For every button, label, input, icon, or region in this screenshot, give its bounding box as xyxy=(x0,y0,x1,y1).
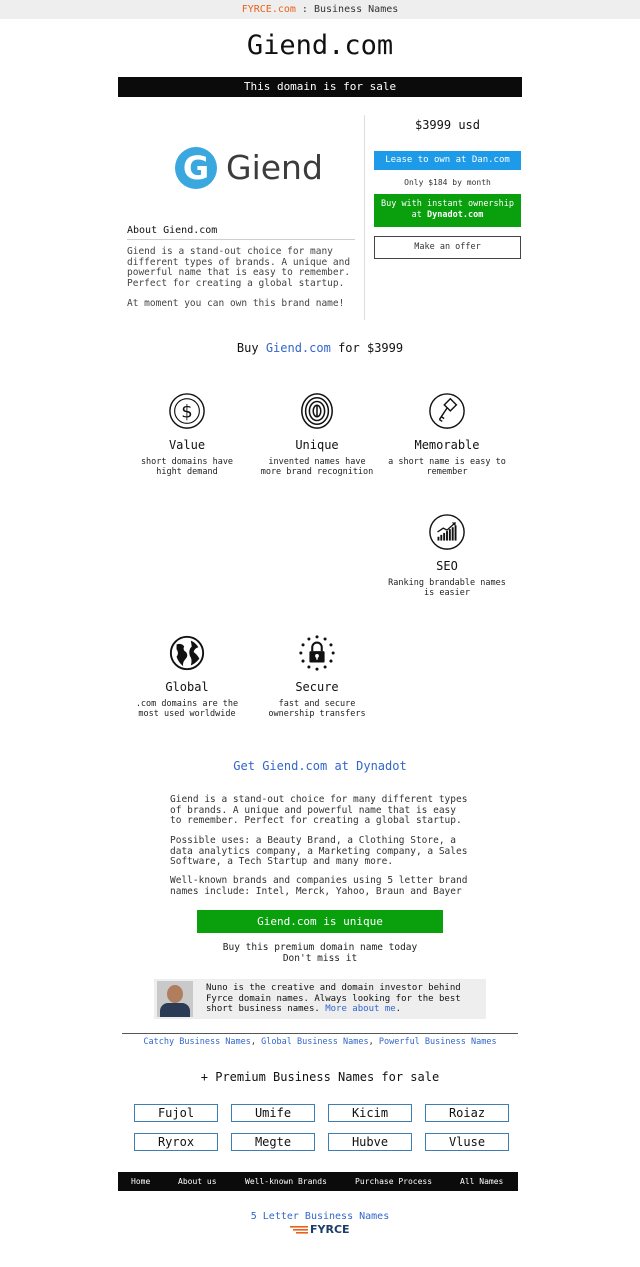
catchy-names-link[interactable]: Catchy Business Names xyxy=(143,1037,251,1047)
fyrce-logo-word: FYRCE xyxy=(310,1223,350,1236)
buy-today-line2: Don't miss it xyxy=(282,953,358,964)
divider xyxy=(122,1033,518,1034)
footer-nav-all-names[interactable]: All Names xyxy=(460,1177,504,1186)
key-icon xyxy=(428,392,466,430)
feature-name: Global xyxy=(165,680,209,694)
feature-desc: Ranking brandable names is easier xyxy=(388,578,506,598)
svg-text:$: $ xyxy=(181,401,193,423)
feature-name: SEO xyxy=(436,559,458,573)
buy-label-prefix: at xyxy=(411,210,428,220)
global-names-link[interactable]: Global Business Names xyxy=(261,1037,369,1047)
footer-nav-home[interactable]: Home xyxy=(131,1177,151,1186)
feature-secure xyxy=(257,634,377,719)
topbar-separator: : xyxy=(295,4,314,15)
brand-logo xyxy=(175,147,323,191)
dollar-coin-icon xyxy=(168,392,206,430)
about-text: Giend is a stand-out choice for many different types of brands. A unique and powerful name that is easy to remember. Perfect for creating a global startup. xyxy=(127,246,351,289)
logo-word: Giend xyxy=(226,148,323,187)
author-bio-end: . xyxy=(395,1004,402,1014)
feature-desc: fast and secure ownership transfers xyxy=(268,699,366,719)
avatar xyxy=(157,981,193,1017)
premium-heading: + Premium Business Names for sale xyxy=(200,1070,440,1084)
monthly-price: Only $184 by month xyxy=(404,178,491,187)
premium-name-hubve[interactable]: Hubve xyxy=(328,1133,412,1151)
author-bio xyxy=(206,983,482,1015)
avatar-head xyxy=(167,985,183,1003)
price: $3999 usd xyxy=(414,118,481,132)
buy-today-line1: Buy this premium domain name today xyxy=(222,942,418,953)
footer-nav xyxy=(118,1172,518,1191)
footer-nav-brands[interactable]: Well-known Brands xyxy=(245,1177,327,1186)
column-divider xyxy=(364,115,365,320)
feature-desc: invented names have more brand recognition xyxy=(260,457,374,477)
buy-line-domain-link[interactable]: Giend.com xyxy=(265,341,331,355)
footer-nav-process[interactable]: Purchase Process xyxy=(355,1177,433,1186)
feature-name: Value xyxy=(168,438,206,452)
feature-desc: short domains have hight demand xyxy=(140,457,234,477)
footer-nav-about[interactable]: About us xyxy=(178,1177,217,1186)
feature-memorable xyxy=(387,392,507,477)
logo-letter: G xyxy=(182,149,210,187)
buy-line xyxy=(0,341,640,355)
about-heading: About Giend.com xyxy=(127,225,355,240)
feature-name: Memorable xyxy=(414,438,480,452)
powerful-names-link[interactable]: Powerful Business Names xyxy=(378,1037,497,1047)
premium-name-vluse[interactable]: Vluse xyxy=(425,1133,509,1151)
buy-line-suffix: for $3999 xyxy=(330,341,404,355)
fyrce-wing-icon xyxy=(290,1226,308,1234)
topbar-section: Business Names xyxy=(313,4,399,15)
premium-name-ryrox[interactable]: Ryrox xyxy=(134,1133,218,1151)
link-separator: , xyxy=(250,1037,262,1047)
page-title: Giend.com xyxy=(246,30,394,61)
premium-name-umife[interactable]: Umife xyxy=(231,1104,315,1122)
buy-line-prefix: Buy xyxy=(236,341,266,355)
top-bar xyxy=(0,0,640,19)
make-offer-button[interactable]: Make an offer xyxy=(374,236,521,259)
description-p3: Well-known brands and companies using 5 letter brand names include: Intel, Merck, Yahoo, Braun and Bayer xyxy=(170,875,468,897)
feature-name: Secure xyxy=(295,680,339,694)
buy-today-text xyxy=(0,942,640,964)
author-box xyxy=(154,979,486,1019)
about-cta-text: At moment you can own this brand name! xyxy=(127,298,345,309)
feature-desc: .com domains are the most used worldwide xyxy=(135,699,239,719)
fingerprint-icon xyxy=(298,392,336,430)
author-bio-text: Nuno is the creative and domain investor behind Fyrce domain names. Always looking for the best short business names. xyxy=(206,983,461,1014)
five-letter-names-link[interactable]: 5 Letter Business Names xyxy=(250,1211,390,1222)
feature-unique xyxy=(257,392,377,477)
more-about-me-link[interactable]: More about me xyxy=(325,1004,396,1014)
feature-desc: a short name is easy to remember xyxy=(388,457,506,477)
fyrce-logo[interactable] xyxy=(290,1223,352,1237)
padlock-icon xyxy=(298,634,336,672)
feature-value xyxy=(127,392,247,477)
feature-seo xyxy=(387,513,507,598)
description-p1: Giend is a stand-out choice for many different types of brands. A unique and powerful name that is easy to remember. Perfect for creating a global startup. xyxy=(170,794,468,826)
growth-chart-icon xyxy=(428,513,466,551)
premium-name-kicim[interactable]: Kicim xyxy=(328,1104,412,1122)
sale-banner: This domain is for sale xyxy=(118,77,522,97)
domain-unique-button[interactable]: Giend.com is unique xyxy=(197,910,443,933)
category-links xyxy=(0,1037,640,1047)
feature-global xyxy=(127,634,247,719)
get-domain-link[interactable]: Get Giend.com at Dynadot xyxy=(233,759,407,773)
globe-icon xyxy=(168,634,206,672)
avatar-body xyxy=(160,1003,190,1017)
buy-label-line1: Buy with instant ownership xyxy=(380,199,515,209)
fyrce-home-link[interactable]: FYRCE.com xyxy=(241,4,296,15)
buy-label-brand: Dynadot.com xyxy=(427,210,484,220)
description-p2: Possible uses: a Beauty Brand, a Clothing Store, a data analytics company, a Marketing company, a Sales Software, a Tech Startup and many more. xyxy=(170,835,468,867)
premium-name-megte[interactable]: Megte xyxy=(231,1133,315,1151)
premium-name-roiaz[interactable]: Roiaz xyxy=(425,1104,509,1122)
feature-name: Unique xyxy=(295,438,339,452)
buy-instant-button[interactable] xyxy=(374,194,521,227)
link-separator: , xyxy=(368,1037,379,1047)
premium-name-fujol[interactable]: Fujol xyxy=(134,1104,218,1122)
lease-button[interactable]: Lease to own at Dan.com xyxy=(374,151,521,170)
